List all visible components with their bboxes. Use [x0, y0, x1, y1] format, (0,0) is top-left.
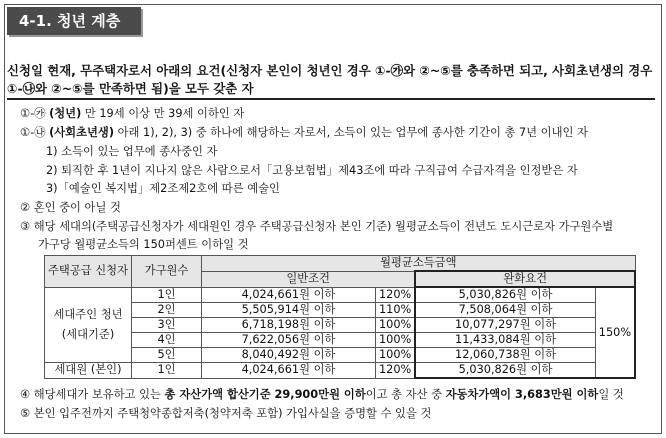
- relaxed-cell: 11,433,084원 이하: [415, 333, 595, 348]
- members-cell: 5인: [132, 348, 202, 363]
- table-row: [45, 348, 636, 363]
- general-pct-cell: 120%: [376, 363, 416, 379]
- general-pct-cell: 100%: [376, 348, 416, 363]
- section-title: 4-1. 청년 계층: [7, 7, 141, 35]
- general-cell: 4,024,661원 이하: [202, 287, 376, 303]
- item-1b: [20, 125, 588, 141]
- relaxed-cell: 12,060,738원 이하: [415, 348, 595, 363]
- general-cell: 7,622,056원 이하: [202, 333, 376, 348]
- group-member: 세대원 (본인): [45, 363, 132, 379]
- item-1a: [20, 106, 244, 122]
- general-cell: 6,718,198원 이하: [202, 318, 376, 333]
- relaxed-cell: 5,030,826원 이하: [415, 363, 595, 379]
- item-4-mid: 이고 총 자산 중: [365, 388, 446, 401]
- general-cell: 8,040,492원 이하: [202, 348, 376, 363]
- table-row: [45, 363, 636, 379]
- general-pct-cell: 120%: [376, 287, 416, 303]
- item-4-pre: ④ 해당세대가 보유하고 있는: [20, 388, 165, 401]
- header-relaxed: 완화요건: [415, 271, 635, 287]
- item-1b-label: (사회초년생): [49, 126, 114, 139]
- intro-text: 신청일 현재, 무주택자로서 아래의 요건(신청자 본인이 청년인 경우 ①-㉮와 ②~⑤를 충족하면 되고, 사회초년생의 경우 ①-㉯와 ②~⑤를 만족하면 됨)을 모두 갖춘 자: [7, 63, 653, 96]
- item-4-asset-limit: 총 자산가액 합산기준 29,900만원 이하: [164, 388, 366, 401]
- divider: [7, 98, 655, 100]
- members-cell: 2인: [132, 303, 202, 318]
- income-table: [44, 255, 636, 379]
- item-1b-text: 아래 1), 2), 3) 중 하나에 해당하는 자로서, 소득이 있는 업무에 종사한 기간이 총 7년 이내인 자: [117, 126, 588, 139]
- item-3-line2: 가구당 월평균소득의 150퍼센트 이하일 것: [38, 238, 249, 251]
- table-row: [45, 333, 636, 348]
- relaxed-pct-cell: 150%: [595, 287, 635, 378]
- table-row: [45, 287, 636, 303]
- group-householder: 세대주인 청년 (세대기준): [45, 287, 132, 363]
- table-row: [45, 318, 636, 333]
- header-income: 월평균소득금액: [202, 256, 636, 272]
- item-1a-num: ①-㉮: [20, 107, 46, 120]
- item-1a-label: (청년): [49, 107, 82, 120]
- header-members: 가구원수: [132, 256, 202, 288]
- item-4-post: 일 것: [598, 388, 624, 401]
- general-pct-cell: 110%: [376, 303, 416, 318]
- sub-item-2: 2) 퇴직한 후 1년이 지나지 않은 사람으로서「고용보험법」제43조에 따라 구직급여 수급자격을 인정받은 자: [46, 164, 578, 177]
- general-cell: 5,505,914원 이하: [202, 303, 376, 318]
- sub-item-1: 1) 소득이 있는 업무에 종사중인 자: [46, 145, 218, 158]
- members-cell: 3인: [132, 318, 202, 333]
- item-5: ⑤ 본인 입주전까지 주택청약종합저축(청약저축 포함) 가입사실을 증명할 수 있을 것: [20, 407, 432, 420]
- relaxed-cell: 5,030,826원 이하: [415, 287, 595, 303]
- general-pct-cell: 100%: [376, 318, 416, 333]
- general-cell: 4,024,661원 이하: [202, 363, 376, 379]
- item-3-line1: ③ 해당 세대의(주택공급신청자가 세대원인 경우 주택공급신청자 본인 기준) 월평균소득이 전년도 도시근로자 가구원수별: [20, 220, 614, 233]
- item-4-car-limit: 자동차가액이 3,683만원 이하: [445, 388, 599, 401]
- members-cell: 4인: [132, 333, 202, 348]
- table-row: [45, 303, 636, 318]
- header-applicant: 주택공급 신청자: [45, 256, 132, 288]
- header-general: 일반조건: [202, 271, 416, 287]
- members-cell: 1인: [132, 363, 202, 379]
- item-2: ② 혼인 중이 아닐 것: [20, 201, 121, 214]
- members-cell: 1인: [132, 287, 202, 303]
- relaxed-cell: 7,508,064원 이하: [415, 303, 595, 318]
- general-pct-cell: 100%: [376, 333, 416, 348]
- relaxed-cell: 10,077,297원 이하: [415, 318, 595, 333]
- item-1b-num: ①-㉯: [20, 126, 46, 139]
- item-4: [20, 387, 624, 403]
- sub-item-3: 3)「예술인 복지법」제2조제2호에 따른 예술인: [46, 182, 280, 195]
- item-1a-text: 만 19세 이상 만 39세 이하인 자: [84, 107, 245, 120]
